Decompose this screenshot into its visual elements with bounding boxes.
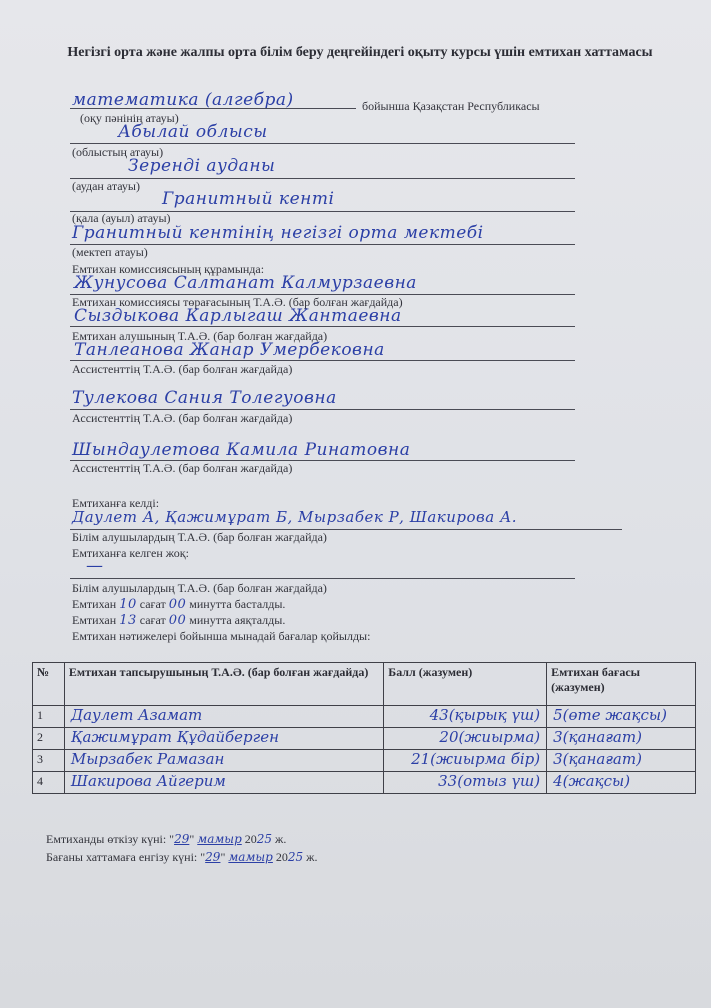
school-label: (мектеп атауы) — [72, 245, 148, 259]
entry-date-suffix: ж. — [306, 850, 318, 864]
entry-year: 25 — [287, 850, 304, 864]
row-score: 33(отыз үш) — [384, 772, 547, 794]
entry-date-prefix: Бағаны хаттамаға енгізу күні: " — [46, 850, 206, 864]
city-label: (қала (ауыл) атауы) — [72, 211, 171, 225]
entry-date-mid: " — [220, 850, 226, 864]
start-suffix: минутта басталды. — [189, 597, 286, 611]
header-grade: Емтихан бағасы (жазумен) — [547, 663, 696, 706]
city-value: Гранитный кенті — [162, 189, 335, 209]
header-name: Емтихан тапсырушының Т.А.Ә. (бар болған жағдайда) — [64, 663, 383, 706]
entry-date-row — [46, 850, 317, 865]
examiner-label: Емтихан алушының Т.А.Ә. (бар болған жағдайда) — [72, 329, 328, 343]
subject-suffix: бойынша Қазақстан Республикасы — [362, 99, 540, 113]
exam-day: 29 — [174, 832, 190, 846]
header-score: Балл (жазумен) — [384, 663, 547, 706]
absent-line — [70, 578, 575, 579]
row-name: Мырзабек Рамазан — [64, 750, 383, 772]
row-number: 2 — [33, 728, 65, 750]
exam-date-prefix: Емтиханды өткізу күні: " — [46, 832, 175, 846]
end-hour: 13 — [119, 613, 137, 628]
start-prefix: Емтихан — [72, 597, 117, 611]
assistant1-value: Танлеанова Жанар Умербековна — [74, 340, 385, 360]
exam-year-prefix: 20 — [244, 832, 257, 846]
assistant1-line — [70, 360, 575, 361]
exam-date-mid: " — [189, 832, 195, 846]
assistant3-value: Шындаулетова Камила Ринатовна — [72, 440, 411, 460]
row-number: 4 — [33, 772, 65, 794]
absent-label: Емтиханға келген жоқ: — [72, 546, 189, 560]
absent-value: — — [86, 556, 104, 576]
assistant2-label: Ассистенттің Т.А.Ә. (бар болған жағдайда) — [72, 411, 293, 425]
examiner-line — [70, 326, 575, 327]
district-label: (аудан атауы) — [72, 179, 140, 193]
end-time-row — [72, 613, 285, 628]
district-line — [70, 178, 575, 179]
chair-label: Емтихан комиссиясы төрағасының Т.А.Ә. (бар болған жағдайда) — [72, 295, 403, 309]
row-number: 1 — [33, 706, 65, 728]
assistant2-line — [70, 409, 575, 410]
exam-date-suffix: ж. — [275, 832, 287, 846]
row-grade: 4(жақсы) — [547, 772, 696, 794]
entry-year-prefix: 20 — [275, 850, 288, 864]
table-row — [33, 772, 696, 794]
examiner-value: Сыздыкова Карлыгаш Жантаевна — [74, 306, 402, 326]
row-name: Қажимұрат Құдайберген — [64, 728, 383, 750]
end-mid: сағат — [139, 613, 166, 627]
chair-value: Жунусова Салтанат Калмурзаевна — [74, 273, 417, 293]
school-value: Гранитный кентінің негізгі орта мектебі — [72, 223, 484, 243]
results-intro: Емтихан нәтижелері бойынша мынадай бағалар қойылды: — [72, 629, 371, 643]
region-line — [70, 143, 575, 144]
exam-date-row — [46, 832, 286, 847]
region-label: (облыстың атауы) — [72, 145, 164, 159]
attended-label: Емтиханға келді: — [72, 496, 160, 510]
commission-label: Емтихан комиссиясының құрамында: — [72, 262, 265, 276]
header-number: № — [33, 663, 65, 706]
exam-year: 25 — [256, 832, 273, 846]
end-prefix: Емтихан — [72, 613, 117, 627]
end-minute: 00 — [168, 613, 187, 628]
absent-names-label: Білім алушылардың Т.А.Ә. (бар болған жағдайда) — [72, 581, 327, 595]
row-score: 21(жиырма бір) — [384, 750, 547, 772]
entry-day: 29 — [205, 850, 221, 864]
table-row — [33, 750, 696, 772]
region-value: Абылай облысы — [118, 122, 268, 142]
start-hour: 10 — [119, 597, 137, 612]
table-row — [33, 728, 696, 750]
attended-names-label: Білім алушылардың Т.А.Ә. (бар болған жағдайда) — [72, 530, 327, 544]
row-name: Шакирова Айгерим — [64, 772, 383, 794]
row-grade: 3(қанағат) — [547, 728, 696, 750]
start-minute: 00 — [168, 597, 187, 612]
document-title: Негізгі орта және жалпы орта білім беру деңгейіндегі оқыту курсы үшін емтихан хаттамасы — [67, 45, 653, 60]
subject-line — [70, 108, 356, 109]
district-value: Зеренді ауданы — [128, 156, 276, 176]
entry-month: мамыр — [228, 850, 273, 864]
row-number: 3 — [33, 750, 65, 772]
row-grade: 5(өте жақсы) — [547, 706, 696, 728]
subject-value: математика (алгебра) — [72, 90, 294, 110]
subject-label: (оқу пәнінің атауы) — [80, 111, 179, 125]
end-suffix: минутта аяқталды. — [189, 613, 286, 627]
results-table — [32, 662, 696, 794]
attended-value: Даулет А, Қажимұрат Б, Мырзабек Р, Шакирова А. — [72, 508, 518, 526]
assistant1-label: Ассистенттің Т.А.Ә. (бар болған жағдайда) — [72, 362, 293, 376]
row-grade: 3(қанағат) — [547, 750, 696, 772]
assistant2-value: Тулекова Сания Толегуовна — [72, 388, 337, 408]
assistant3-label: Ассистенттің Т.А.Ә. (бар болған жағдайда) — [72, 461, 293, 475]
row-score: 43(қырық үш) — [384, 706, 547, 728]
exam-month: мамыр — [197, 832, 242, 846]
start-mid: сағат — [139, 597, 166, 611]
table-row — [33, 706, 696, 728]
start-time-row — [72, 597, 285, 612]
row-score: 20(жиырма) — [384, 728, 547, 750]
table-header-row — [33, 663, 696, 706]
row-name: Даулет Азамат — [64, 706, 383, 728]
